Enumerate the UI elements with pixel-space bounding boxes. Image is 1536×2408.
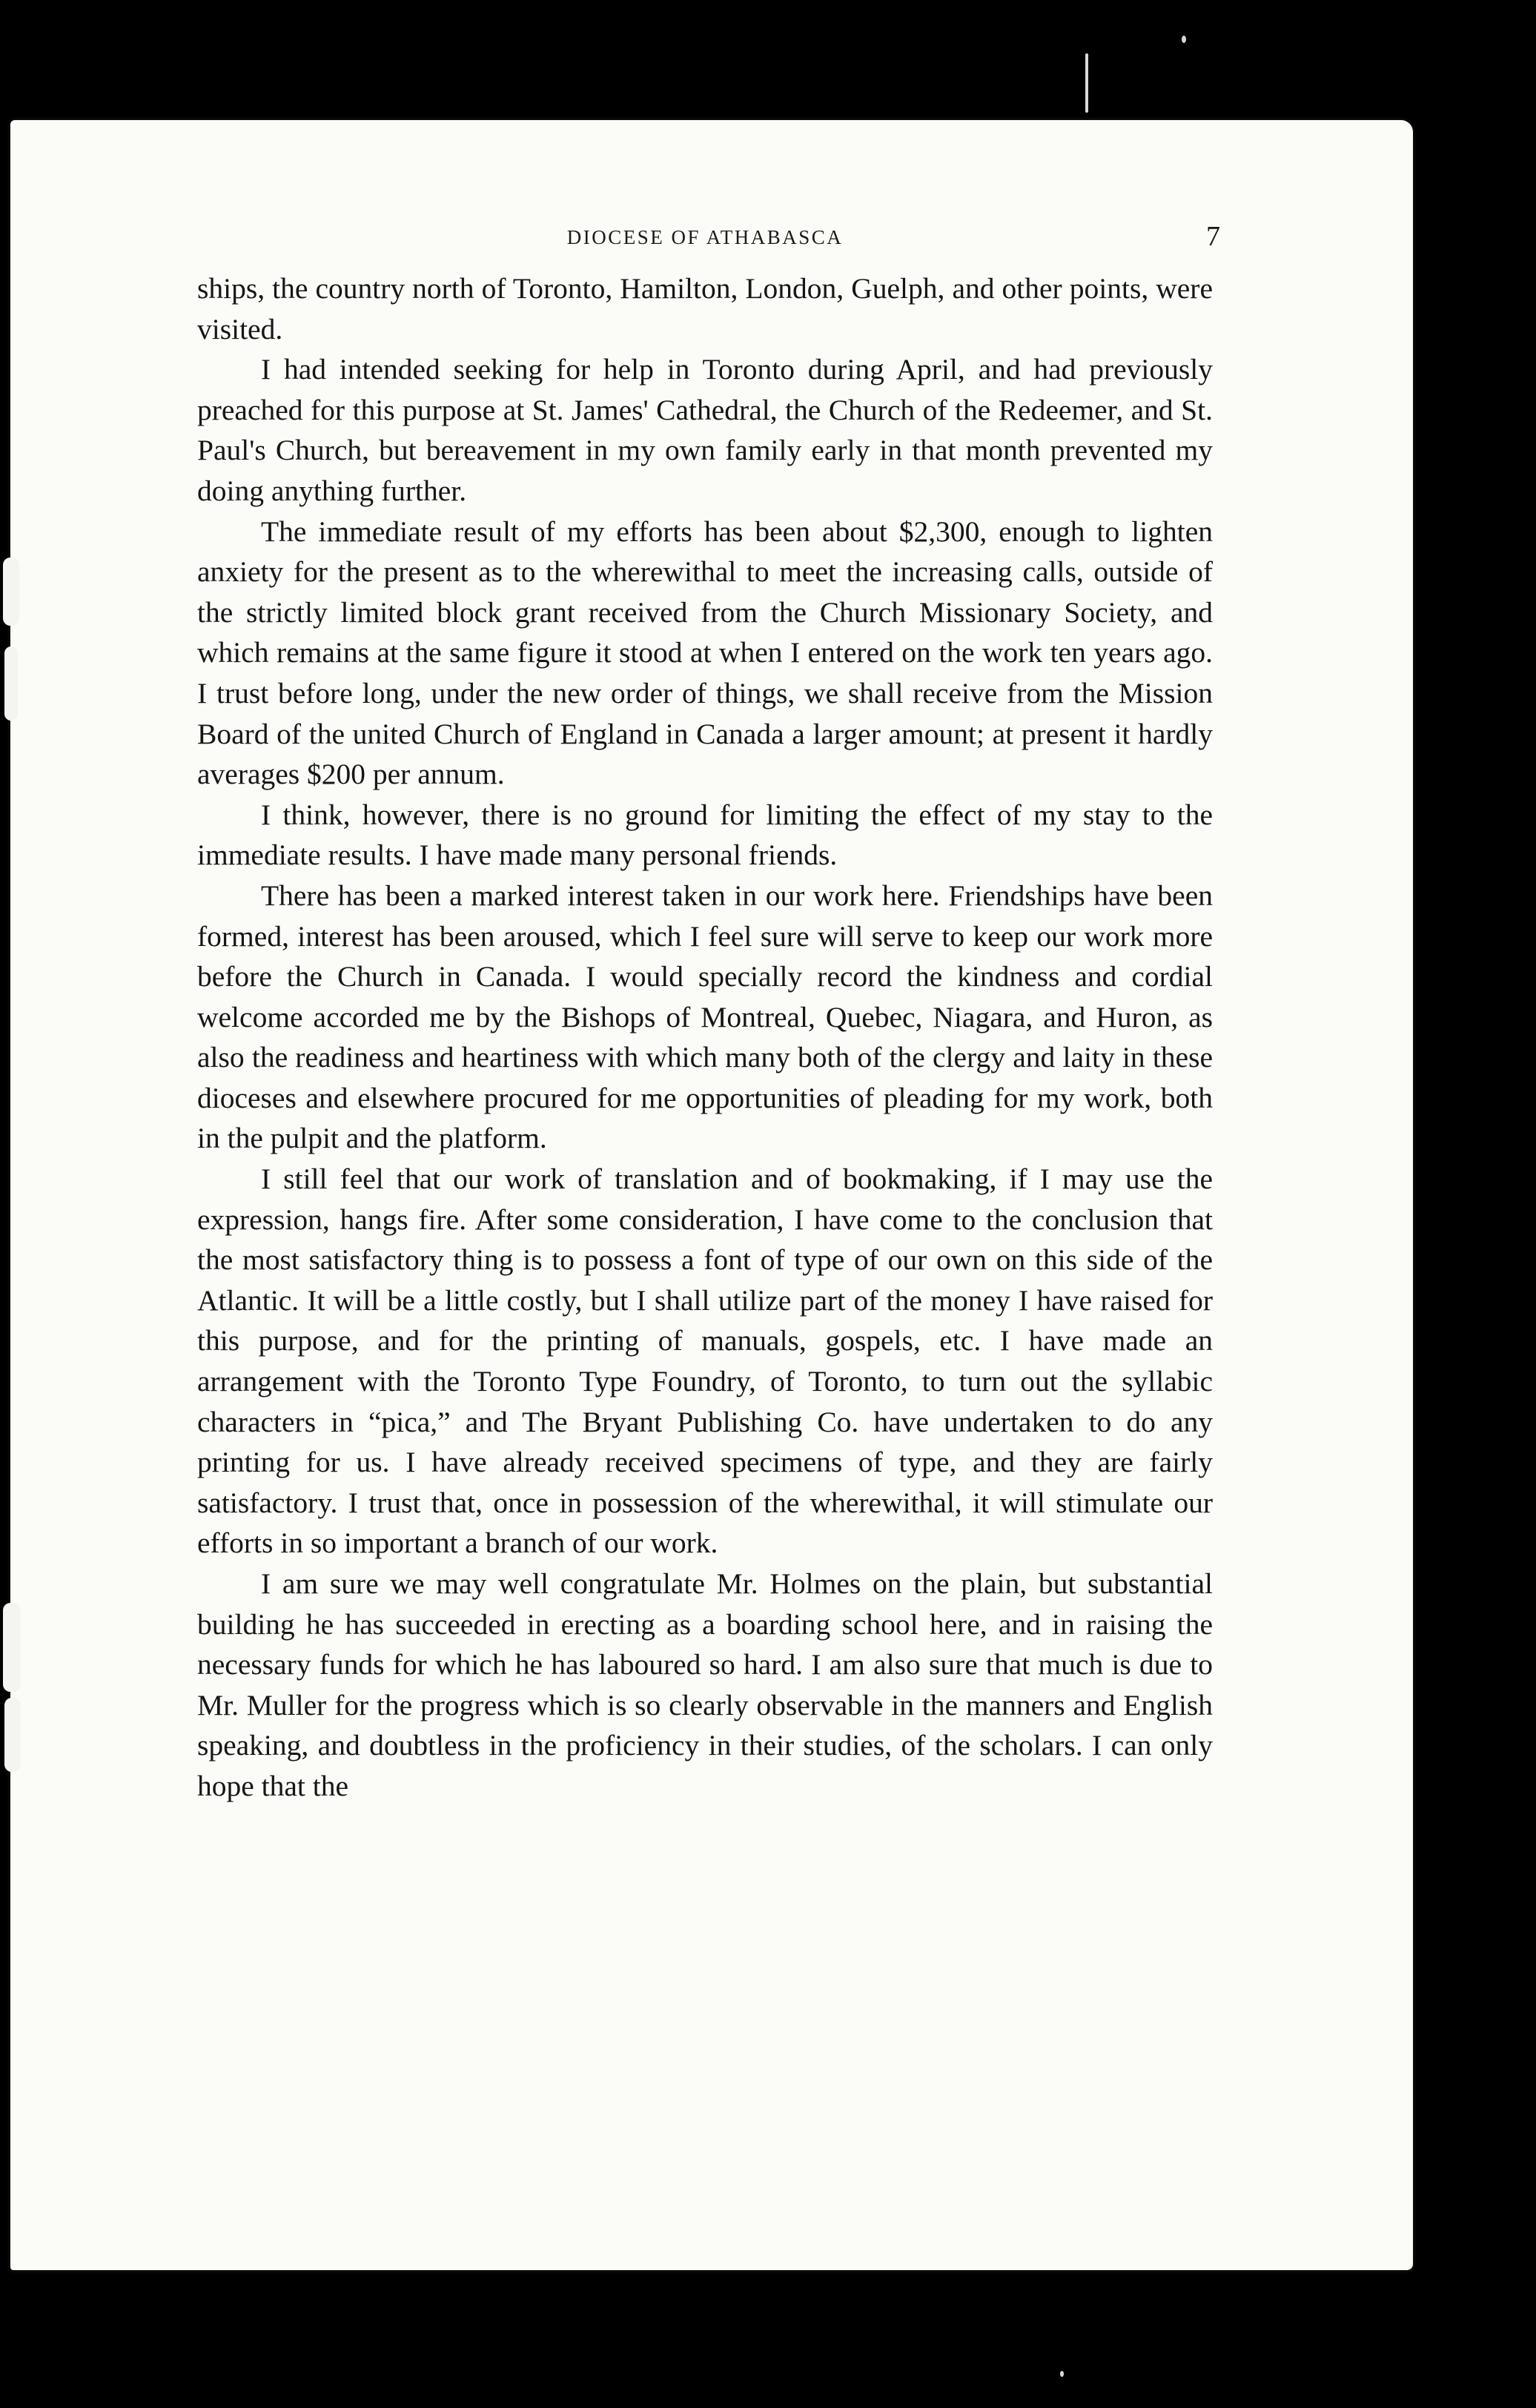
scan-speck — [1085, 53, 1088, 113]
scan-speck — [1182, 36, 1186, 43]
paragraph: I still feel that our work of translation and of bookmaking, if I may use the expression, hangs fire. After some consideration, I have come to the conclusion that the most satisfactory thing is to possess a font of type of our own on this side of the Atlantic. It will be a little costly, but I shall utilize part of the money I have raised for this purpose, and for the printing of manuals, gospels, etc. I have made an arrangement with the Toronto Type Foundry, of Toronto, to turn out the syllabic characters in “pica,” and The Bryant Publishing Co. have undertaken to do any printing for us. I have already received specimens of type, and they are fairly satisfactory. I trust that, once in possession of the wherewithal, it will stimulate our efforts in so important a branch of our work. — [197, 1162, 1213, 1560]
running-title: DIOCESE OF ATHABASCA — [566, 226, 844, 248]
paragraph-continuation: ships, the country north of Toronto, Hamilton, London, Guelph, and other points, were visited. — [197, 272, 1213, 345]
binding-mark-upper-2 — [4, 646, 18, 721]
paragraph: I think, however, there is no ground for limiting the effect of my stay to the immediate results. I have made many personal friends. — [197, 798, 1213, 872]
scan-speck — [1060, 2371, 1064, 2377]
page-number: 7 — [1206, 221, 1220, 252]
binding-mark-lower — [3, 1603, 21, 1692]
paragraph: I had intended seeking for help in Toronto during April, and had previously preached for this purpose at St. James' Cathedral, the Church of the Redeemer, and St. Paul's Church, but bereavement in my own family early in that month prevented my doing anything further. — [197, 353, 1213, 507]
page-header — [197, 220, 1220, 257]
binding-mark-upper — [3, 558, 19, 626]
paragraph: There has been a marked interest taken in our work here. Friendships have been formed, interest has been aroused, which I feel sure will serve to keep our work more before the Church in Canada. I would specially record the kindness and cordial welcome accorded me by the Bishops of Montreal, Quebec, Niagara, and Huron, as also the readiness and heartiness with which many both of the clergy and laity in these dioceses and elsewhere procured for me opportunities of pleading for my work, both in the pulpit and the platform. — [197, 879, 1213, 1155]
paragraph: The immediate result of my efforts has been about $2,300, enough to lighten anxiety for the present as to the wherewithal to meet the increasing calls, outside of the strictly limited block grant received from the Church Missionary Society, and which remains at the same figure it stood at when I entered on the work ten years ago. I trust before long, under the new order of things, we shall receive from the Mission Board of the united Church of England in Canada a larger amount; at present it hardly averages $200 per annum. — [197, 515, 1213, 791]
binding-mark-lower-2 — [4, 1698, 21, 1772]
paragraph: I am sure we may well congratulate Mr. Holmes on the plain, but substantial building he has succeeded in erecting as a boarding school here, and in raising the necessary funds for which he has laboured so hard. I am also sure that much is due to Mr. Muller for the progress which is so clearly observable in the manners and English speaking, and doubtless in the proficiency in their studies, of the scholars. I can only hope that the — [197, 1567, 1213, 1802]
body-text — [197, 268, 1213, 1807]
